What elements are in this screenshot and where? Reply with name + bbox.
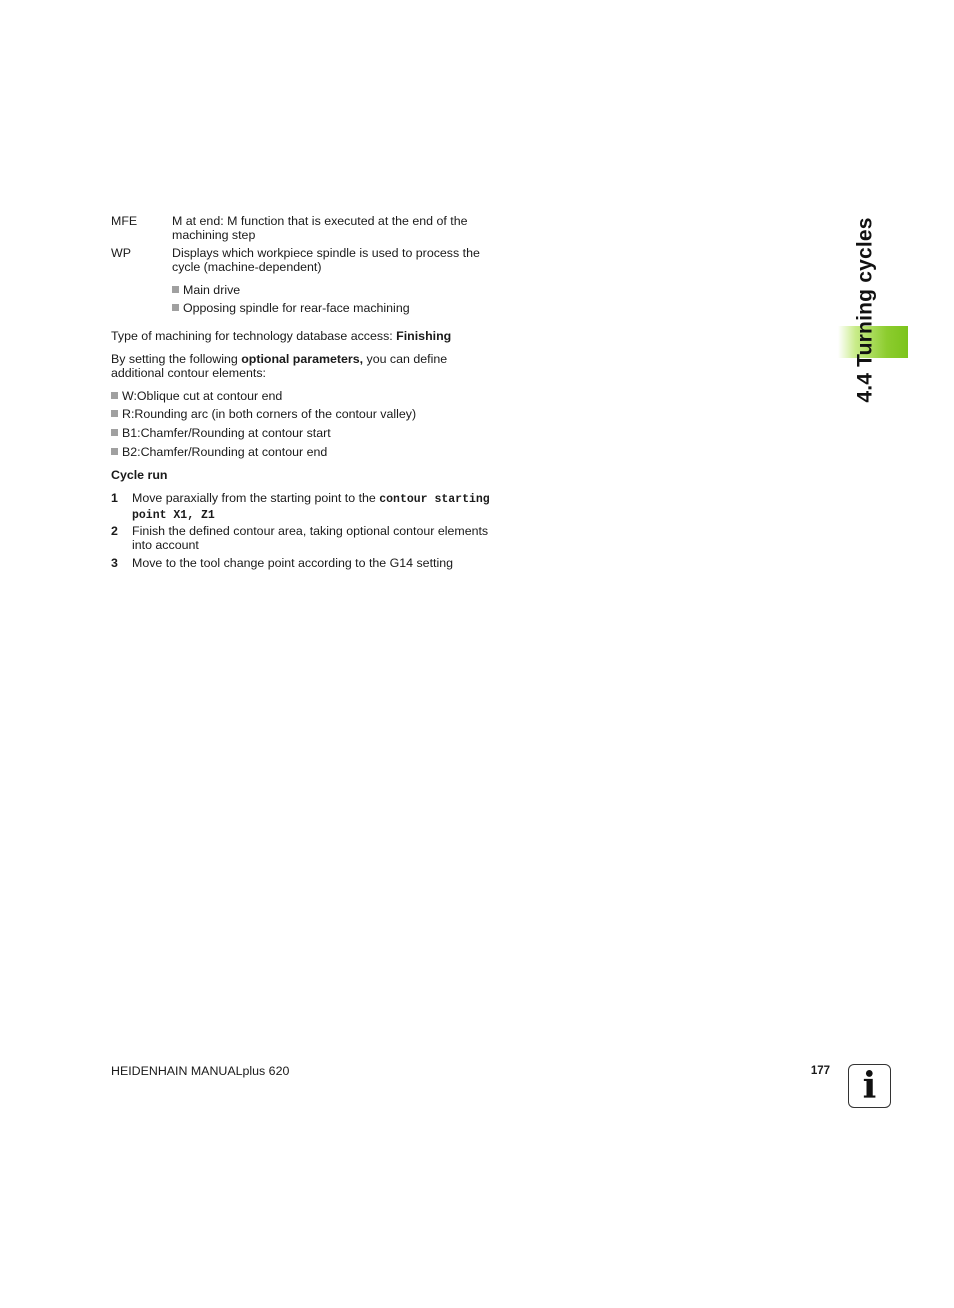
square-bullet-icon bbox=[172, 286, 179, 293]
desc-wp: Displays which workpiece spindle is used to process the cycle (machine-dependent) bbox=[172, 246, 480, 274]
square-bullet-icon bbox=[111, 410, 118, 417]
cycle-run-heading: Cycle run bbox=[111, 468, 168, 482]
step-text: Move to the tool change point according to the G14 setting bbox=[132, 556, 453, 570]
step-number: 3 bbox=[111, 556, 118, 570]
machining-type-line: Type of machining for technology database access: Finishing bbox=[111, 329, 452, 343]
optional-item: R:Rounding arc (in both corners of the contour valley) bbox=[111, 407, 511, 421]
step-text: Move paraxially from the starting point to the contour starting point X1, Z1 bbox=[132, 491, 490, 522]
footer-manual-title: HEIDENHAIN MANUALplus 620 bbox=[111, 1064, 290, 1078]
desc-mfe: M at end: M function that is executed at the end of the machining step bbox=[172, 214, 468, 242]
code-text: contour starting point X1, Z1 bbox=[132, 493, 490, 522]
square-bullet-icon bbox=[111, 448, 118, 455]
term-wp: WP bbox=[111, 246, 131, 260]
step-text: Finish the defined contour area, taking optional contour elements into account bbox=[132, 524, 489, 552]
step-number: 2 bbox=[111, 524, 118, 538]
step-number: 1 bbox=[111, 491, 118, 505]
wp-option-main: Main drive bbox=[172, 283, 507, 297]
square-bullet-icon bbox=[111, 429, 118, 436]
optional-intro: By setting the following optional parameters, you can define additional contour elements: bbox=[111, 352, 448, 380]
optional-item: W:Oblique cut at contour end bbox=[111, 389, 511, 403]
term-mfe: MFE bbox=[111, 214, 138, 228]
page-number: 177 bbox=[810, 1065, 830, 1077]
info-icon: i bbox=[848, 1064, 891, 1108]
section-title: 4.4 Turning cycles bbox=[854, 217, 877, 403]
optional-item: B2:Chamfer/Rounding at contour end bbox=[111, 445, 511, 459]
square-bullet-icon bbox=[172, 304, 179, 311]
wp-option-opposing: Opposing spindle for rear-face machining bbox=[172, 301, 507, 315]
square-bullet-icon bbox=[111, 392, 118, 399]
optional-item: B1:Chamfer/Rounding at contour start bbox=[111, 426, 511, 440]
